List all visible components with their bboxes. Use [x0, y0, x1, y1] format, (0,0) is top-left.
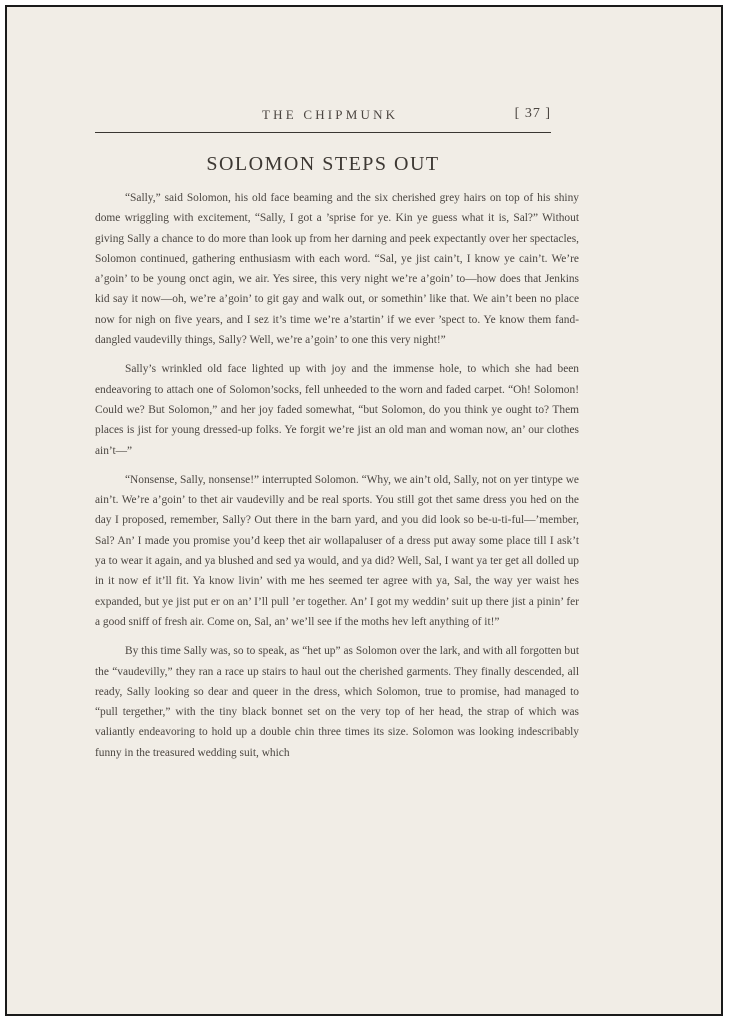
paragraph-2: Sally’s wrinkled old face lighted up with joy and the immense hole, to which she had been endeavoring to attach one of Solomon’socks, fell unheeded to the worn and faded carpet. “Oh! Solomon! Could we? But Solomon,” and her joy faded somewhat, “but Solomon, do you think ye ought to? Them places is jist for young dressed-up folks. Ye forgit we’re jist an old man and woman now, an’ our clothes ain’t—” [95, 363, 579, 457]
paragraph-4: By this time Sally was, so to speak, as “het up” as Solomon over the lark, and with all forgotten but the “vaudevilly,” they ran a race up stairs to haul out the cherished garments. They finally descended, all ready, Sally looking so dear and queer in the dress, which Solomon, true to promise, had managed to “pull tergether,” with the tiny black bonnet set on the very top of her head, the strap of which was valiantly endeavoring to hold up a double chin three times its size. Solomon was looking indescribably funny in the treasured wedding suit, which [95, 645, 579, 759]
journal-name: THE CHIPMUNK [262, 107, 399, 122]
running-head [95, 107, 551, 133]
paragraph-3: “Nonsense, Sally, nonsense!” interrupted Solomon. “Why, we ain’t old, Sally, not on yer tintype we ain’t. We’re a’goin’ to thet air vaudevilly and be real sports. You still got thet same dress you hed on the day I proposed, remember, Sally? Out there in the barn yard, and you did look so be-u-ti-ful—’member, Sal? An’ I made you promise you’d keep thet air wollapaluser of a dress put away some place till I ask’t ya to wear it again, and ya blushed and sed ya would, and ya did? Well, Sal, I want ya ter get all dolled up in it now ef it’ll fit. Ya know livin’ with me hes seemed ter agree with ya, Sal, the way yer waist hes expanded, but ye jist put er on an’ I’ll pull ’er together. An’ I got my weddin’ suit up there jist a pinin’ fer a good sniff of fresh air. Come on, Sal, an’ we’ll see if the moths hev left anything of it!” [95, 473, 579, 628]
page-frame [5, 5, 723, 1016]
paragraph-1: “Sally,” said Solomon, his old face beaming and the six cherished grey hairs on top of his shiny dome wriggling with excitement, “Sally, I got a ’sprise for ye. Kin ye guess what it is, Sal?” Without giving Sally a chance to do more than look up from her darning and peek expectantly over her spectacles, Solomon continued, gathering enthusiasm with each word. “Sal, ye jist cain’t, I know ye cain’t. We’re a’goin’ to be young onct agin, we air. Yes siree, this very night we’re a’goin’ to—how does that Jenkins kid say it now—oh, we’re a’goin’ to git gay and walk out, or somethin’ like that. We ain’t been no place now for nigh on five years, and I sez it’s time we’re a’startin’ if we ever ’spect to. Ye know them fand-dangled vaudevilly things, Sally? Well, we’re a’goin’ to one this very night!” [95, 192, 579, 347]
page-number: [ 37 ] [514, 106, 551, 121]
story-title: SOLOMON STEPS OUT [206, 153, 440, 175]
story-body [95, 188, 579, 772]
